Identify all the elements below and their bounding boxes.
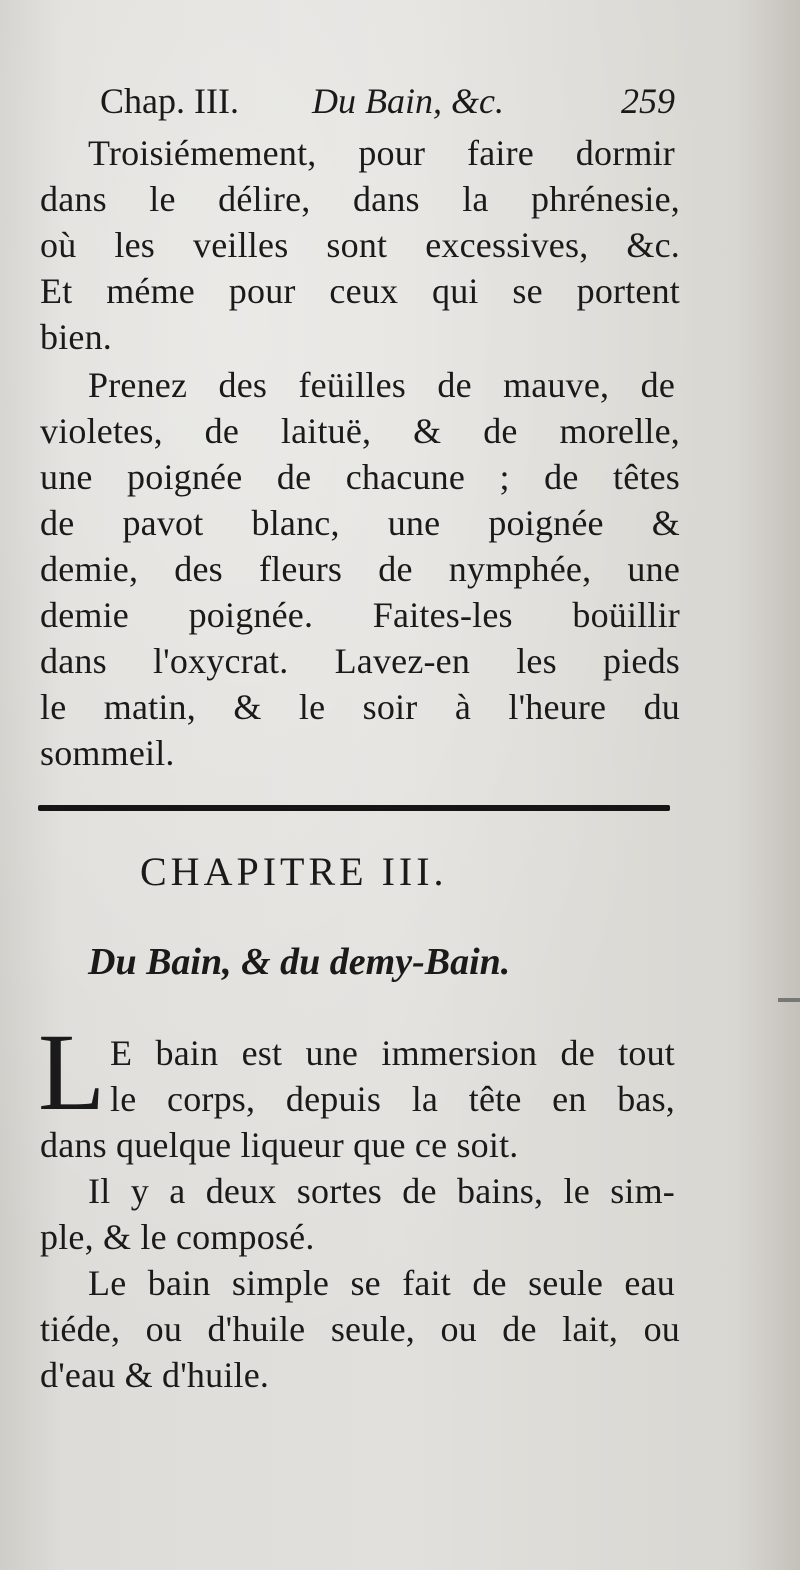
paragraph1-line-1: Troisiémement, pour faire dormir xyxy=(88,133,675,173)
paragraph1-line-3: où les veilles sont excessives, &c. xyxy=(40,225,680,265)
paragraph1-line-5: bien. xyxy=(40,317,112,357)
paragraph2-line-2: violetes, de laituë, & de morelle, xyxy=(40,411,680,451)
paragraph5-line-3: d'eau & d'huile. xyxy=(40,1355,270,1395)
running-head-chapter: Chap. III. xyxy=(100,81,239,121)
paragraph5-line-1: Le bain simple se fait de seule eau xyxy=(88,1263,675,1303)
paragraph2-line-1: Prenez des feüilles de mauve, de xyxy=(88,365,675,405)
paragraph3-line-1: E bain est une immersion de tout xyxy=(110,1033,675,1073)
dropcap-letter: L xyxy=(38,1011,106,1133)
section-divider-rule xyxy=(38,805,670,811)
paragraph2-line-5: demie, des fleurs de nymphée, une xyxy=(40,549,680,589)
paragraph1-line-4: Et méme pour ceux qui se portent xyxy=(40,271,680,311)
paragraph4-line-2: ple, & le composé. xyxy=(40,1217,315,1257)
chapter-subtitle: Du Bain, & du demy-Bain. xyxy=(88,941,511,983)
paragraph3-line-3: dans quelque liqueur que ce soit. xyxy=(40,1125,519,1165)
chapter-heading: CHAPITRE III. xyxy=(140,849,448,894)
paragraph2-line-6: demie poignée. Faites-les boüillir xyxy=(40,595,680,635)
paragraph2-line-3: une poignée de chacune ; de têtes xyxy=(40,457,680,497)
paper-edge-mark xyxy=(778,998,800,1002)
page-number: 259 xyxy=(621,81,675,121)
paragraph2-line-8: le matin, & le soir à l'heure du xyxy=(40,687,680,727)
running-head xyxy=(100,80,675,130)
paragraph3-line-2: le corps, depuis la tête en bas, xyxy=(110,1079,675,1119)
paragraph1-line-2: dans le délire, dans la phrénesie, xyxy=(40,179,680,219)
running-head-title: Du Bain, &c. xyxy=(312,81,504,121)
paragraph4-line-1: Il y a deux sortes de bains, le sim- xyxy=(88,1171,675,1211)
paragraph2-line-7: dans l'oxycrat. Lavez-en les pieds xyxy=(40,641,680,681)
paragraph2-line-9: sommeil. xyxy=(40,733,175,773)
paragraph5-line-2: tiéde, ou d'huile seule, ou de lait, ou xyxy=(40,1309,680,1349)
paragraph2-line-4: de pavot blanc, une poignée & xyxy=(40,503,680,543)
